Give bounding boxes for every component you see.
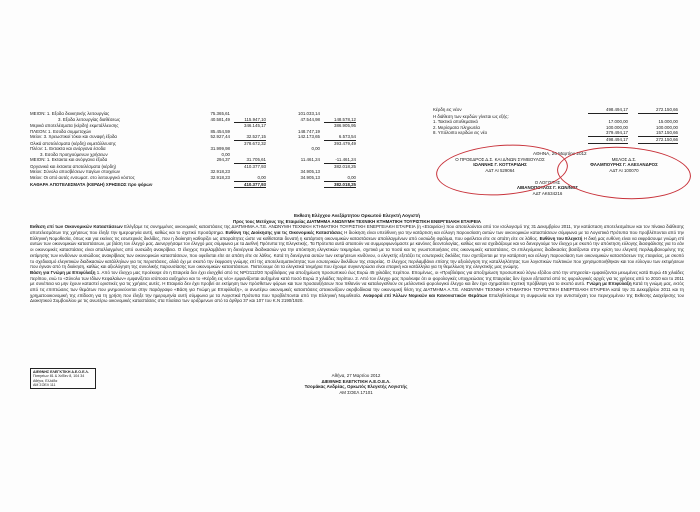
row-amount: 75.365,61	[210, 111, 230, 116]
row-amount: 410.377,93	[244, 163, 266, 169]
paragraph-text: Ελέγξαμε τις συνημμένες οικονομικές καταστάσεις της ΔΙΑΤΜΗΜΑ Α.Τ.Ε. ΑΝΩΝΥΜΗ ΤΕΧΝΙΚΗ ΚΤΗΜΑΤΙΚΗ ΤΟΥΡΙΣΤΙΚΗ ΕΝΕΡΓΕΙΑΚΗ ΕΤΑΙΡΕΙΑ (η «Εταιρεία») που αποτελούνται από τον ισολογισμό της 31 Δεκεμβρίου 2011, την κατάσταση αποτελεσμάτων και τον πίνακα διάθεσης αποτελεσμάτων της χρήσεως που έληξε την ημερομηνία αυτή, καθώς και το σχετικό προσάρτημα.	[30, 224, 684, 236]
row-amount: 346.145,17	[244, 123, 266, 129]
row-label: Πλέον: 1. Εκτακτα και ανόργανα έσοδα	[30, 146, 106, 152]
row-label: Μερικά αποτελέσματα (κέρδη) εκμετάλλευσης	[30, 123, 119, 129]
row-label	[433, 137, 588, 144]
paragraph-heading: Ευθύνη του Ελεγκτή	[539, 235, 583, 241]
accountant-title: Ο ΛΟΓΙΣΤΗΣ	[534, 180, 561, 185]
audit-firm-stamp	[30, 368, 96, 389]
income-statement-row	[28, 182, 438, 189]
paragraph-heading: Ευθύνη της Διοίκησης για τις Οικονομικές Καταστάσεις	[225, 230, 343, 236]
row-amount: 32.918,23	[210, 175, 230, 181]
president-name: ΙΩΑΝΝΗΣ Γ. ΚΟΤΤΑΡΙΔΗΣ	[473, 162, 527, 168]
row-label: 1. Τακτικό αποθεματικό	[433, 119, 478, 125]
row-amount: 85.454,59	[210, 128, 230, 134]
row-amount: 6.573,54	[324, 134, 356, 141]
row-amount	[288, 182, 320, 189]
president-title: Ο ΠΡΟΕΔΡΟΣ Δ.Σ. ΚΑΙ Δ/ΝΩΝ ΣΥΜΒΟΥΛΟΣ	[455, 157, 545, 162]
auditor-license: ΑΜ ΣΟΕΛ 17101	[339, 389, 373, 395]
row-amount: 294,37	[216, 157, 230, 163]
signature-date: ΑΘΗΝΑ, 26 Μαρτίου 2012	[533, 151, 587, 156]
row-amount: -11.461,24	[324, 157, 356, 164]
audit-report	[30, 213, 684, 304]
row-amount: 498.494,17	[588, 107, 628, 114]
row-label: Μείον: Οι από αυτές ενσωματ. στο λειτουργικό κόστος	[30, 175, 135, 181]
stamp-registration: ΑΜ ΣΟΕΛ 111	[33, 382, 56, 387]
row-amount: 142.173,65	[298, 134, 320, 140]
financial-statement-sheet	[28, 105, 686, 435]
row-label: 3. Εσοδα προηγούμενων χρήσεων	[40, 151, 108, 157]
row-amount: 272.150,66	[638, 137, 678, 144]
board-member-name: ΦΛΑΜΠΟΥΡΗΣ Γ. ΑΛΕΞΑΝΔΡΟΣ	[590, 162, 658, 168]
row-amount: 379.494,17	[588, 130, 628, 137]
row-amount: 498.494,17	[588, 137, 628, 144]
row-label: Οργανικά και έκτακτα αποτελέσματα (κέρδη)	[30, 163, 116, 169]
row-amount: 148.747,19	[298, 128, 320, 134]
row-amount: 32.918,23	[210, 169, 230, 175]
paragraph-heading: Βάση για Γνώμη με Επιφύλαξη	[30, 269, 96, 275]
income-statement-table	[28, 111, 438, 188]
row-amount: 0,00	[324, 175, 356, 182]
row-amount: 101.033,14	[298, 111, 320, 116]
row-amount: 34.905,13	[300, 175, 320, 181]
row-amount: 32.527,15	[234, 134, 266, 141]
row-amount: 382.018,25	[324, 182, 356, 189]
auditor-name: Τσομάκας Ανδρέας, Ορκωτός Ελεγκτής Λογιστής	[304, 384, 408, 390]
paragraph-text: Επαληθεύσαμε τη συμφωνία και την αντιστοίχιση του περιεχομένου της Εκθεσης Διαχείρισης του Διοικητικού Συμβουλίου με τις ανωτέρω οικονομικές καταστάσεις στα πλαίσια των οριζόμενων από τα άρθρα 37 και 107 του Κ.Ν 2190/1920.	[30, 292, 685, 304]
profit-distribution-row	[433, 137, 683, 144]
board-member-title: ΜΕΛΟΣ Δ.Σ.	[611, 157, 637, 162]
row-amount: 100.000,00	[656, 124, 678, 130]
accountant-name: ΛΙΒΑΝΟΠΟΥΛΟΣ Γ. ΚΩΝ/ΝΟΣ	[516, 185, 579, 191]
row-amount: 100.000,00	[606, 124, 628, 130]
row-amount: 40.581,49	[210, 116, 230, 122]
report-paragraph	[30, 270, 684, 304]
row-amount	[198, 182, 230, 189]
row-amount: 0,00	[311, 146, 320, 152]
row-label: ΚΑΘΑΡΑ ΑΠΟΤΕΛΕΣΜΑΤΑ (ΚΕΡΔΗ) ΧΡΗΣΕΩΣ προ φόρων	[30, 181, 153, 187]
stamp-address: Πατησίων 81 & Χεϊδεν 8, 104 34 Αθήνα, Ελλάδα	[33, 374, 85, 383]
row-label: ΠΛΕΟΝ: 1. Εσοδα συμμετοχών	[30, 128, 92, 134]
paragraph-text: Κατά τη γνώμη μας, εκτός από τις επιπτώσεις των θεμάτων που μνημονεύονται στην παράγραφο «Βάση για Γνώμη με Επιφύλαξη», οι ανωτέρω οικονομικές καταστάσεις απεικονίζουν ακριβοδίκαια την οικονομική θέση της ΔΙΑΤΜΗΜΑ Α.Τ.Ε. ΑΝΩΝΥΜΗ ΤΕΧΝΙΚΗ ΚΤΗΜΑΤΙΚΗ ΤΟΥΡΙΣΤΙΚΗ ΕΝΕΡΓΕΙΑΚΗ ΕΤΑΙΡΕΙΑ κατά την 31 Δεκεμβρίου 2011 και τη χρηματοοικονομική της επίδοση για τη χρήση που έληξε την ημερομηνία αυτή σύμφωνα με τα Λογιστικά Πρότυπα που προβλέπονται από την Ελληνική Νομοθεσία.	[30, 281, 684, 298]
row-amount: 157.150,66	[638, 130, 678, 137]
row-label: Κέρδη εις νέον	[433, 107, 462, 112]
accountant-id: ΑΔΤ ΑΚ634216	[532, 190, 563, 196]
row-amount: 0,00	[234, 175, 266, 182]
row-amount: 47.544,98	[300, 116, 320, 122]
row-amount: 17.000,00	[608, 119, 628, 125]
row-amount: 31.999,98	[210, 146, 230, 152]
profit-distribution-row	[433, 107, 683, 114]
paragraph-heading: Εκθεση επί των Οικονομικών Καταστάσεων	[30, 224, 123, 230]
paragraph-heading: Γνώμη με Επιφύλαξη	[586, 281, 632, 287]
row-amount: 11.461,24	[300, 157, 320, 163]
row-amount: 115.947,10	[234, 117, 266, 124]
report-paragraph	[30, 224, 684, 270]
paragraph-text: Η δική μας ευθύνη είναι να εκφράσουμε γνώμη επί αυτών των οικονομικών καταστάσεων, με βάση τον έλεγχό μας. Διενεργήσαμε τον έλεγχό μας σύμφωνα με τα Διεθνή Πρότυπα της Ελεγκτικής. Τα Πρότυπα αυτά απαιτούν να συμμορφωνόμαστε με κανόνες δεοντολογίας, καθώς και να σχεδιάζουμε και να διενεργούμε τον έλεγχο με σκοπό την απόκτηση εύλογης διασφάλισης για το εάν οι οικονομικές καταστάσεις είναι απαλλαγμένες από ουσιώδη ανακρίβεια. Ο έλεγχος περιλαμβάνει τη διενέργεια διαδικασιών για την απόκτηση ελεγκτικών τεκμηρίων, σχετικά με τα ποσά και τις γνωστοποιήσεις στις οικονομικές καταστάσεις. Οι επιλεγόμενες διαδικασίες βασίζονται στην κρίση του ελεγκτή περιλαμβανομένης της εκτίμησης των κινδύνων ουσιώδους ανακρίβειας των οικονομικών καταστάσεων, που οφείλεται είτε σε απάτη είτε σε λάθος. Κατά τη διενέργεια αυτών των εκτιμήσεων κινδύνου, ο ελεγκτής εξετάζει τις εσωτερικές δικλίδες που σχετίζονται με την κατάρτιση και εύλογη παρουσίαση των οικονομικών καταστάσεων της εταιρείας, με σκοπό το σχεδιασμό ελεγκτικών διαδικασιών κατάλληλων για τις περιστάσεις, αλλά όχι με σκοπό την έκφραση γνώμης επί της αποτελεσματικότητας των εσωτερικών δικλίδων της εταιρείας. Ο έλεγχος περιλαμβάνει επίσης την αξιολόγηση της καταλληλότητας των λογιστικών πολιτικών που χρησιμοποιήθηκαν και του εύλογου των εκτιμήσεων που έγιναν από τη διοίκηση, καθώς και αξιολόγηση της συνολικής παρουσίασης των οικονομικών καταστάσεων. Πιστεύουμε ότι τα ελεγκτικά τεκμήρια που έχουμε συγκεντρώσει είναι επαρκή και κατάλληλα για τη θεμελίωση της ελεγκτικής μας γνώμης.	[30, 235, 684, 270]
row-label: 3. Εξοδα λειτουργίας διαθέσεως	[58, 116, 121, 122]
report-subtitle: Προς τους Μετόχους της Εταιρείας ΔΙΑΤΜΗΜΑ ΑΝΩΝΥΜΗ ΤΕΧΝΙΚΗ ΚΤΗΜΑΤΙΚΗ ΤΟΥΡΙΣΤΙΚΗ ΕΝΕΡΓΕΙΑΚΗ ΕΤΑΙΡΕΙΑ	[233, 218, 481, 224]
row-amount: 378.672,32	[244, 140, 266, 146]
row-label: Η διάθεση των κερδών γίνεται ως εξής:	[433, 113, 509, 119]
row-label: ΜΕΙΟΝ: 1. Εξοδα διοικητικής λειτουργίας	[30, 111, 110, 116]
row-amount: 52.927,44	[210, 134, 230, 140]
row-amount: 272.150,66	[638, 107, 678, 114]
president-id: ΑΔΤ ΑΙ 529064	[485, 167, 515, 173]
row-amount: 34.905,13	[300, 169, 320, 175]
paragraph-text: Η διοίκηση είναι υπεύθυνη για την κατάρτιση και εύλογη παρουσίαση αυτών των οικονομικών καταστάσεων σύμφωνα με τα Λογιστικά Πρότυπα που προβλέπονται από την Ελληνική Νομοθεσία, όπως και για εκείνες τις εσωτερικές δικλίδες, που η διοίκηση καθορίζει ως απαραίτητες ώστε να καθίσταται δυνατή η κατάρτιση οικονομικών καταστάσεων απαλλαγμένων από ουσιώδη σφάλμα, που οφείλεται είτε σε απάτη είτε σε λάθος.	[30, 230, 685, 241]
row-amount: 386.905,95	[334, 123, 356, 129]
paragraph-text: 1. Από τον έλεγχο μας προέκυψε ότι η Εταιρεία δεν έχει ελεγχθεί από τις ΝΡ/2112/20 προβλέψεις για αποζημίωση προσωπικού έως Ευρώ 45 χιλιάδες περίπου. Επομένως, οι «Προβλέψεις για αποζημίωση προσωπικού λόγω εξόδου από την υπηρεσία» εμφανίζονται μειωμένες κατά Ευρώ 45 χιλιάδες περίπου, ενώ το «Σύνολο των Ιδίων Κεφαλαίων» εμφανίζεται ισόποσα αυξημένο και το «Κέρδη εις νέο» εμφανίζονται αυξημένα κατά ποσό Ευρώ 3 χιλιάδες περίπου. 2. Από τον έλεγχο μας προέκυψε ότι οι φορολογικές υποχρεώσεις της Εταιρείας δεν έχουν εξεταστεί από τις φορολογικές αρχές για τις χρήσεις από το 2010 και το 2011 με συνέπεια να μην έχουν καταστεί οριστικές για τις χρήσεις αυτές. Η Εταιρεία δεν έχει προβεί σε εκτίμηση των πρόσθετων φόρων και των προσαυξήσεων που πιθανόν να καταλογισθούν σε μελλοντικό φορολογικό έλεγχο και δεν έχει σχηματίσει σχετική πρόβλεψη για το σκοπό αυτό.	[30, 269, 684, 287]
row-label: Ολικά αποτελέσματα (κέρδη) εκμετάλλευσης	[30, 140, 116, 146]
row-label: 8. Υπόλοιπο κερδών εις νέο	[433, 130, 488, 136]
row-label: Μείον: Σύνολο αποσβέσεων παγίων στοιχείων	[30, 169, 120, 175]
row-label: Μείον: 3. Χρεωστικοί τόκοι και συναφή έξοδα	[30, 134, 117, 140]
row-amount: 393.479,49	[334, 140, 356, 146]
audit-firm-name: ΔΙΕΘΝΗΣ ΕΛΕΓΚΤΙΚΗ Α.Ε.Ο.Ε.Λ.	[321, 378, 391, 384]
profit-distribution-row	[433, 130, 683, 137]
report-title: Εκθεση Ελέγχου Ανεξάρτητου Ορκωτού Ελεγκτή Λογιστή	[293, 213, 421, 218]
row-label: 2. Μερίσματα πληρωτέα	[433, 124, 480, 130]
auditor-signature-block	[276, 373, 436, 396]
row-amount: 382.018,25	[334, 163, 356, 169]
row-amount: 148.578,12	[324, 117, 356, 124]
board-member-id: ΑΔΤ ΑΙ 100070	[609, 167, 639, 173]
stamp-firm: ΔΙΕΘΝΗΣ ΕΛΕΓΚΤΙΚΗ Α.Ε.Ο.Ε.Λ.	[33, 370, 89, 374]
row-label: ΜΕΙΟΝ: 1. Εκτακτα και ανόργανα έξοδα	[30, 157, 108, 163]
row-amount: 31.705,61	[234, 157, 266, 164]
row-amount: 410.377,93	[234, 182, 266, 189]
row-amount: 15.000,00	[658, 119, 678, 125]
paragraph-heading: Αναφορά επί Άλλων Νομικών και Κανονιστικών Θεμάτων	[362, 292, 488, 298]
row-amount: 0,00	[221, 151, 230, 157]
profit-distribution-table	[433, 107, 683, 144]
auditor-place-date: Αθήνα, 27 Μαρτίου 2012	[331, 373, 381, 378]
